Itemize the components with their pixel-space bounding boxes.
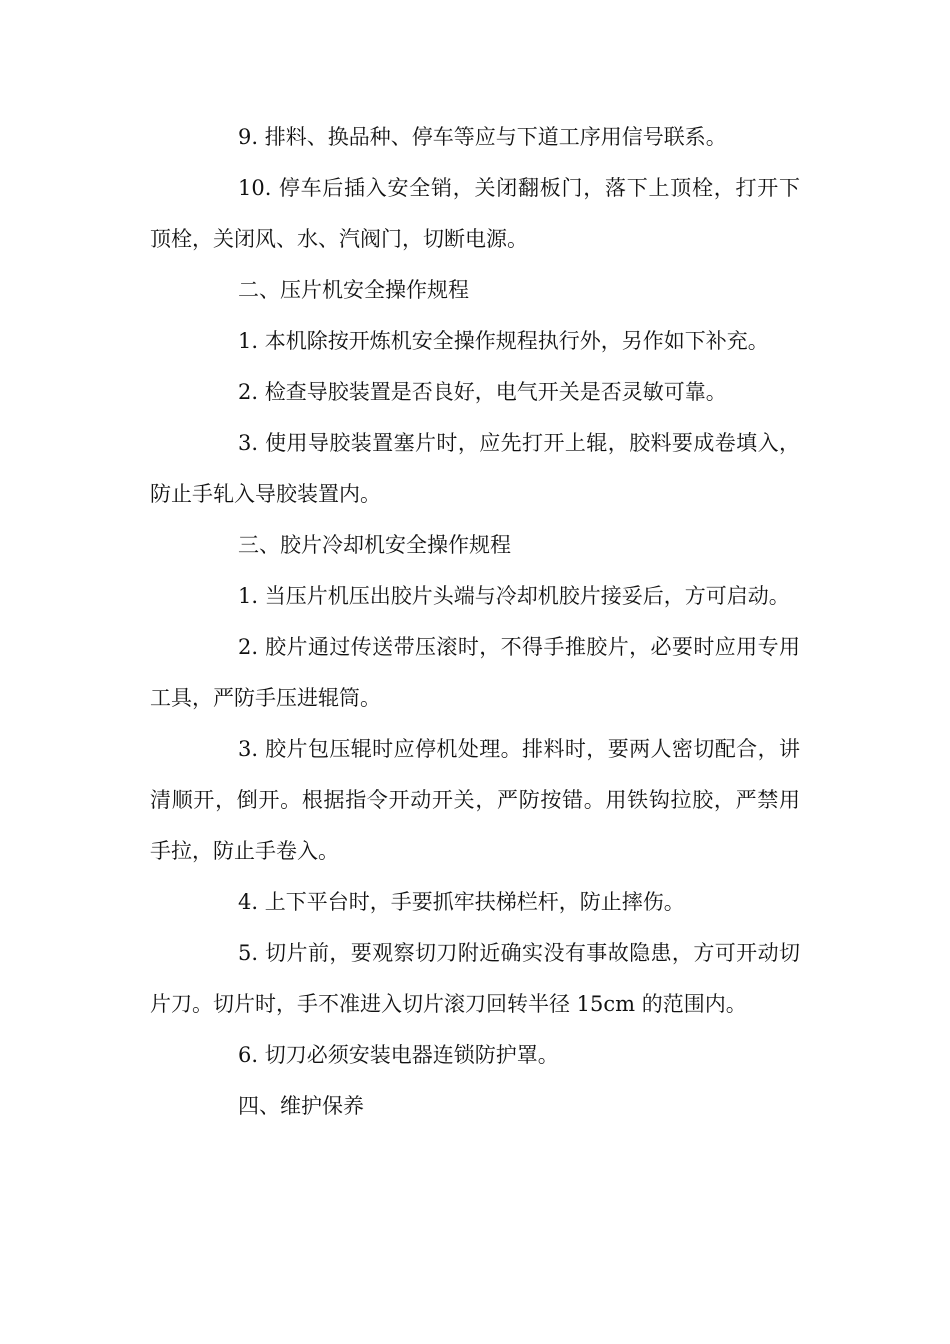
- paragraph-cooler-item-1: 1. 当压片机压出胶片头端与冷却机胶片接妥后，方可启动。: [238, 584, 790, 608]
- paragraph-press-item-2: 2. 检查导胶装置是否良好，电气开关是否灵敏可靠。: [238, 380, 727, 404]
- paragraph-cooler-item-4: 4. 上下平台时，手要抓牢扶梯栏杆，防止摔伤。: [238, 890, 685, 914]
- paragraph-cooler-item-2: 2. 胶片通过传送带压滚时，不得手推胶片，必要时应用专用工具，严防手压进辊筒。: [150, 635, 800, 710]
- document-body: [150, 112, 800, 1132]
- paragraph-item-10: 10. 停车后插入安全销，关闭翻板门，落下上顶栓，打开下顶栓，关闭风、水、汽阀门，切断电源。: [150, 176, 800, 251]
- section-heading-2: 二、压片机安全操作规程: [238, 278, 469, 302]
- section-heading-3: 三、胶片冷却机安全操作规程: [238, 533, 511, 557]
- paragraph-cooler-item-3: 3. 胶片包压辊时应停机处理。排料时，要两人密切配合，讲清顺开，倒开。根据指令开动开关，严防按错。用铁钩拉胶，严禁用手拉，防止手卷入。: [150, 737, 800, 863]
- paragraph-cooler-item-5: 5. 切片前，要观察切刀附近确实没有事故隐患，方可开动切片刀。切片时，手不准进入切片滚刀回转半径 15cm 的范围内。: [150, 941, 800, 1016]
- paragraph-press-item-3: 3. 使用导胶装置塞片时，应先打开上辊，胶料要成卷填入，防止手轧入导胶装置内。: [150, 431, 800, 506]
- paragraph-cooler-item-6: 6. 切刀必须安装电器连锁防护罩。: [238, 1043, 559, 1067]
- paragraph-press-item-1: 1. 本机除按开炼机安全操作规程执行外，另作如下补充。: [238, 329, 769, 353]
- section-heading-4: 四、维护保养: [238, 1094, 364, 1118]
- paragraph-item-9: 9. 排料、换品种、停车等应与下道工序用信号联系。: [238, 125, 727, 149]
